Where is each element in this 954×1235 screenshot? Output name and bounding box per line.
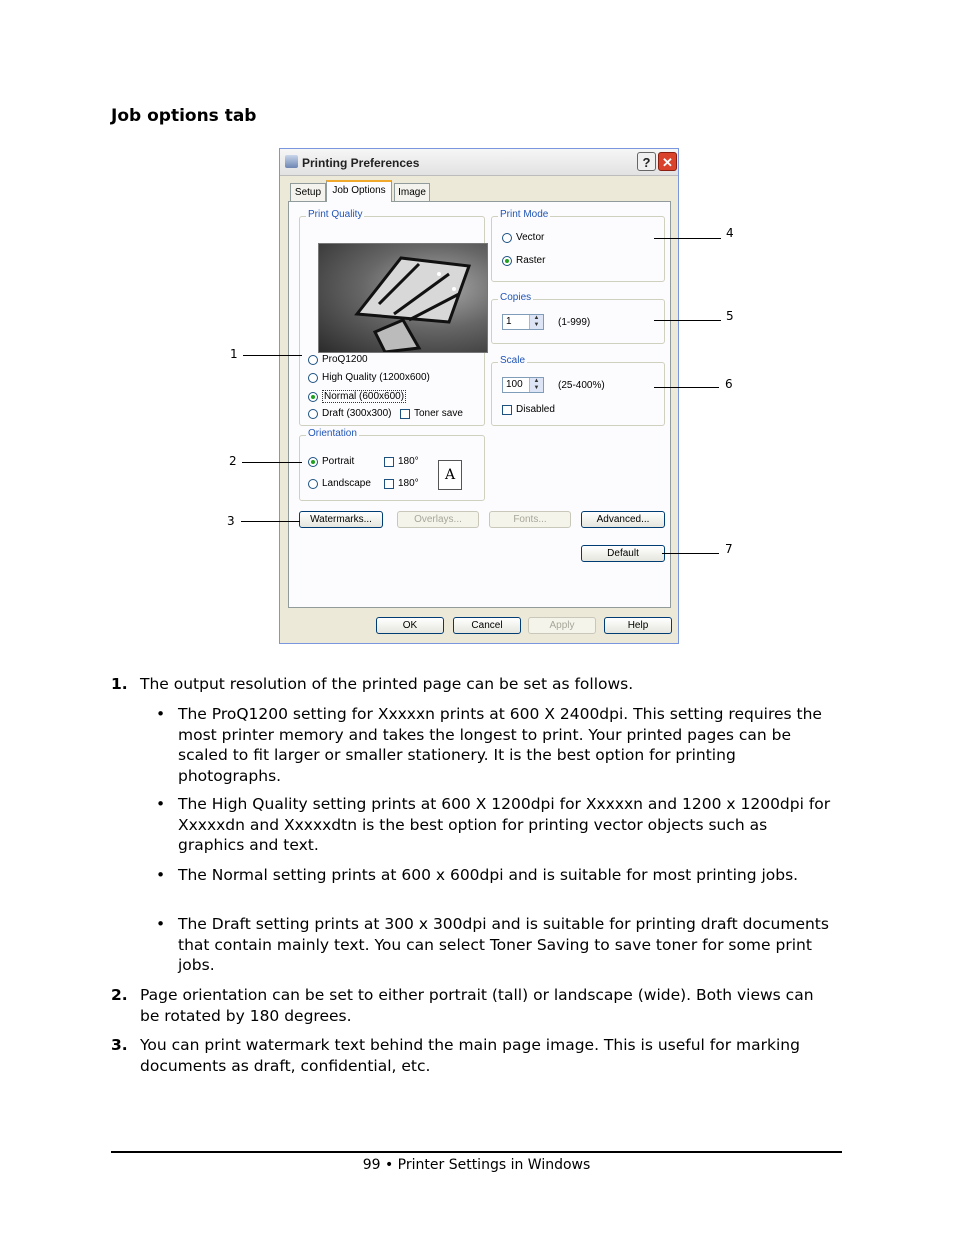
bullet-item: • The Draft setting prints at 300 x 300dpi and is suitable for printing draft documents that contain mainly text. You can select Toner Saving to save toner for some print jobs. <box>156 914 836 976</box>
radio-vector[interactable]: Vector <box>502 232 544 243</box>
title-bar[interactable] <box>280 149 678 176</box>
radio-portrait[interactable]: Portrait <box>308 456 354 467</box>
fonts-button[interactable]: Fonts... <box>489 511 571 528</box>
spinner-arrows-icon[interactable]: ▲ ▼ <box>529 315 543 329</box>
cancel-button[interactable]: Cancel <box>453 617 521 634</box>
copies-range: (1-999) <box>558 317 591 328</box>
callout-number-5: 5 <box>726 309 734 323</box>
section-heading: Job options tab <box>111 106 257 126</box>
bullet-text: The ProQ1200 setting for Xxxxxn prints at 600 X 2400dpi. This setting requires the most printer memory and takes the longest to print. Your printed pages can be scaled to fit larger or smaller stationery. It is the best option for printing photographs. <box>178 705 822 785</box>
help-icon[interactable]: ? <box>637 152 656 171</box>
page-footer: 99 • Printer Settings in Windows <box>362 1157 591 1173</box>
list-item <box>111 674 831 695</box>
list-item-number: 2. <box>111 986 128 1004</box>
job-options-panel <box>288 201 671 608</box>
bullet-text: The Normal setting prints at 600 x 600dpi and is suitable for most printing jobs. <box>178 866 799 884</box>
callout-line-6 <box>654 387 719 388</box>
callout-line-5 <box>654 320 721 321</box>
callout-number-7: 7 <box>725 542 733 556</box>
tab-setup[interactable]: Setup <box>290 183 326 201</box>
scale-label: Scale <box>500 355 526 366</box>
print-quality-label: Print Quality <box>308 209 363 220</box>
copies-group <box>491 292 665 344</box>
radio-landscape[interactable]: Landscape <box>308 478 371 489</box>
landscape-rotate-180-checkbox[interactable]: 180° <box>384 478 419 489</box>
list-item-number: 1. <box>111 675 128 693</box>
list-item-text: You can print watermark text behind the main page image. This is useful for marking documents as draft, confidential, etc. <box>140 1036 800 1075</box>
bullet-item: • The High Quality setting prints at 600 X 1200dpi for Xxxxxn and 1200 x 1200dpi for Xxxxxdn and Xxxxxdtn is the best option for printing vector objects such as graphics and text. <box>156 794 836 856</box>
watermarks-button[interactable]: Watermarks... <box>299 511 383 528</box>
callout-number-2: 2 <box>229 454 237 468</box>
callout-line-1 <box>243 355 302 356</box>
radio-high-quality[interactable]: High Quality (1200x600) <box>308 372 430 383</box>
callout-number-3: 3 <box>227 514 235 528</box>
scale-range: (25-400%) <box>558 380 605 391</box>
help-button[interactable]: Help <box>604 617 672 634</box>
list-item-text: Page orientation can be set to either portrait (tall) or landscape (wide). Both views can be rotated by 180 degrees. <box>140 986 814 1025</box>
copies-label: Copies <box>500 292 532 303</box>
printer-icon <box>285 155 298 168</box>
toner-save-checkbox[interactable]: Toner save <box>400 408 463 419</box>
advanced-button[interactable]: Advanced... <box>581 511 665 528</box>
print-quality-group <box>299 209 485 426</box>
print-mode-label: Print Mode <box>500 209 549 220</box>
scale-spinner[interactable]: 100 ▲ ▼ <box>502 377 544 393</box>
list-item-text: The output resolution of the printed page can be set as follows. <box>140 675 634 693</box>
ok-button[interactable]: OK <box>376 617 444 634</box>
list-item <box>111 985 831 1026</box>
scale-disabled-checkbox[interactable]: Disabled <box>502 404 555 415</box>
copies-spinner[interactable]: 1 ▲ ▼ <box>502 314 544 330</box>
bullet-text: The Draft setting prints at 300 x 300dpi and is suitable for printing draft documents that contain mainly text. You can select Toner Saving to save toner for some print jobs. <box>178 915 829 974</box>
radio-raster[interactable]: Raster <box>502 255 545 266</box>
bullet-item: • The ProQ1200 setting for Xxxxxn prints at 600 X 2400dpi. This setting requires the most printer memory and takes the longest to print. Your printed pages can be scaled to fit larger or smaller stationery. It is the best option for printing photographs. <box>156 704 836 786</box>
callout-number-6: 6 <box>725 377 733 391</box>
callout-line-4 <box>654 238 721 239</box>
callout-line-2 <box>242 462 302 463</box>
radio-proq1200[interactable]: ProQ1200 <box>308 354 368 365</box>
callout-line-7 <box>662 553 719 554</box>
default-button[interactable]: Default <box>581 545 665 562</box>
radio-draft[interactable]: Draft (300x300) <box>308 408 391 419</box>
print-quality-preview-image <box>318 243 488 353</box>
tab-job-options[interactable]: Job Options <box>326 180 392 202</box>
list-item-number: 3. <box>111 1036 128 1054</box>
footer-rule <box>111 1151 842 1153</box>
orientation-group <box>299 428 485 501</box>
radio-normal[interactable]: Normal (600x600) <box>308 390 406 403</box>
callout-number-1: 1 <box>230 347 238 361</box>
overlays-button[interactable]: Overlays... <box>397 511 479 528</box>
bullet-text: The High Quality setting prints at 600 X 1200dpi for Xxxxxn and 1200 x 1200dpi for Xxxxxdn and Xxxxxdtn is the best option for printing vector objects such as graphics and text. <box>178 795 831 854</box>
printing-preferences-dialog <box>279 148 679 644</box>
tab-image[interactable]: Image <box>394 183 430 201</box>
spinner-arrows-icon[interactable]: ▲ ▼ <box>529 378 543 392</box>
page-orientation-icon: A <box>438 460 462 490</box>
close-icon[interactable]: ✕ <box>658 152 677 171</box>
callout-line-3 <box>241 521 300 522</box>
print-mode-group <box>491 209 665 282</box>
apply-button[interactable]: Apply <box>528 617 596 634</box>
dialog-title: Printing Preferences <box>302 156 420 170</box>
bullet-item: • The Normal setting prints at 600 x 600dpi and is suitable for most printing jobs. <box>156 865 836 886</box>
callout-number-4: 4 <box>726 226 734 240</box>
list-item <box>111 1035 831 1076</box>
orientation-label: Orientation <box>308 428 357 439</box>
scale-group <box>491 355 665 426</box>
portrait-rotate-180-checkbox[interactable]: 180° <box>384 456 419 467</box>
